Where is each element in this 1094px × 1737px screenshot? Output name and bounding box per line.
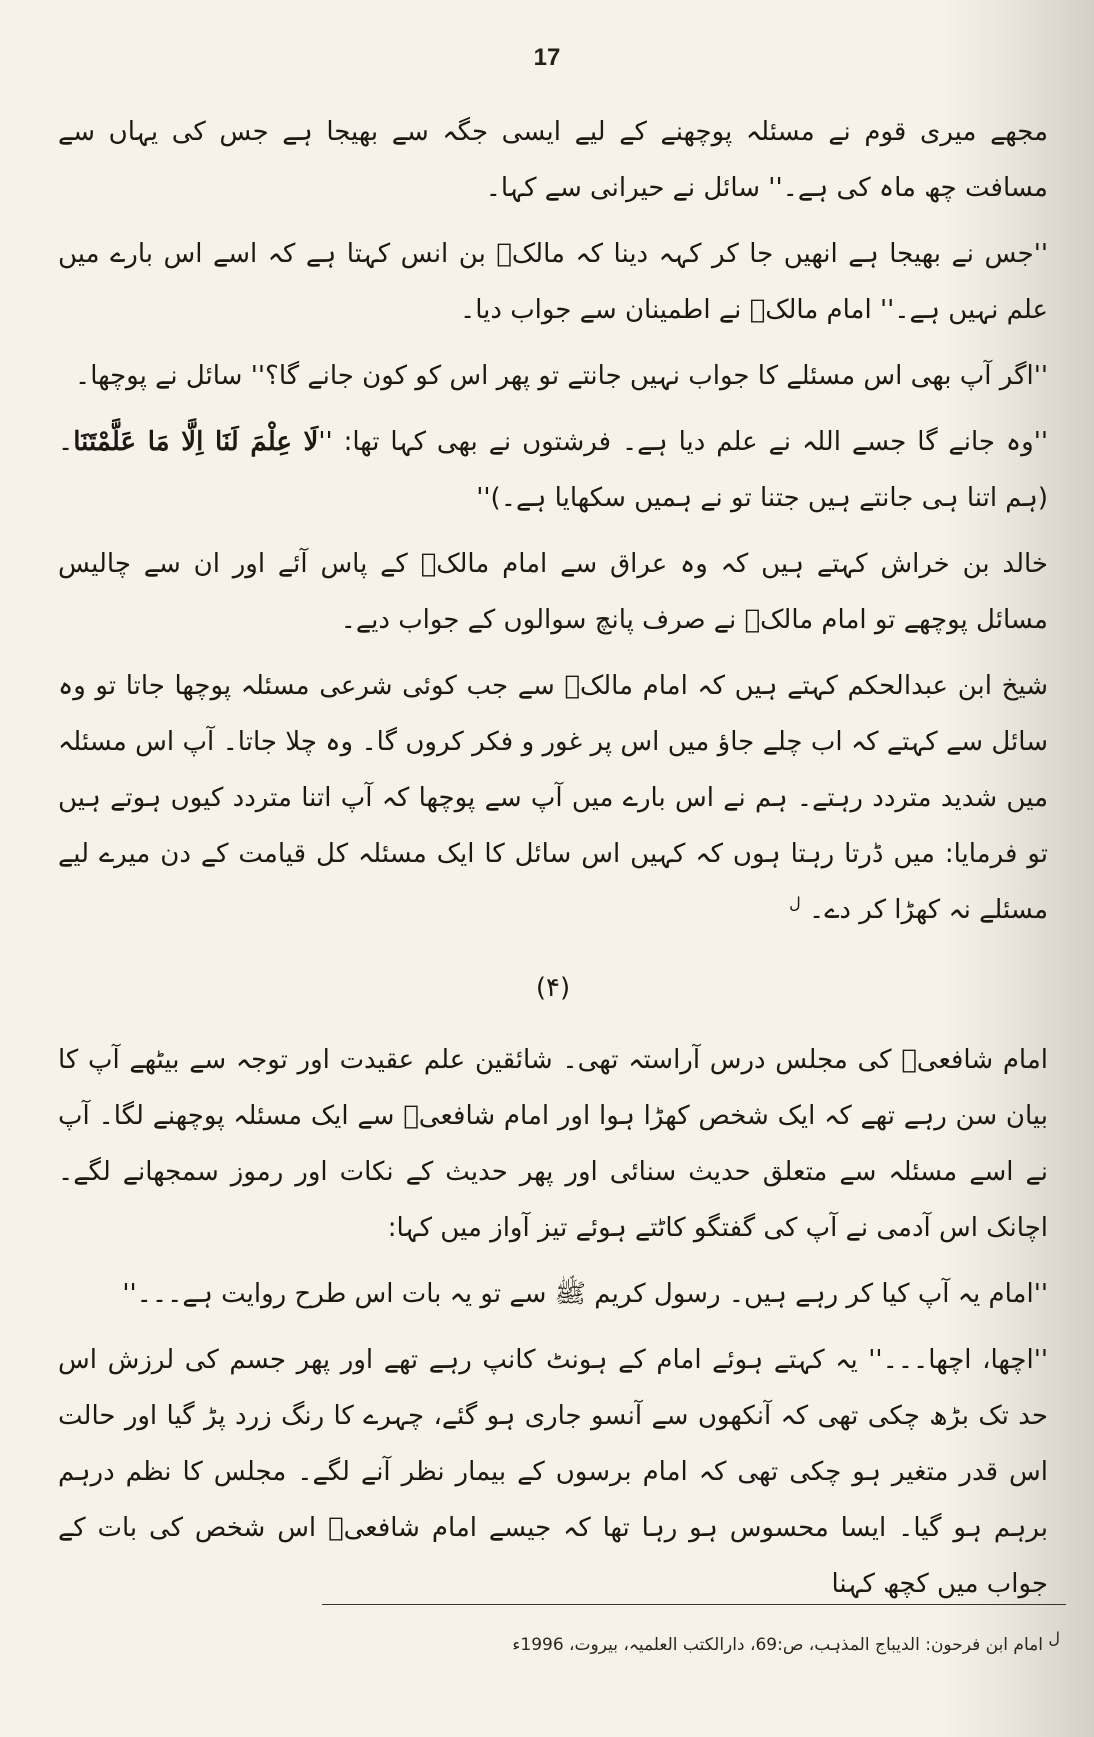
quranic-verse: لَا عِلْمَ لَنَا اِلَّا مَا عَلَّمْتَنَا: [73, 427, 319, 457]
paragraph-3: ''اگر آپ بھی اس مسئلے کا جواب نہیں جانتے تو پھر اس کو کون جانے گا؟'' سائل نے پوچھا۔: [74, 361, 1048, 391]
paragraph-6: [58, 658, 1048, 938]
paragraph-2: ''جس نے بھیجا ہے انھیں جا کر کہہ دینا کہ مالکؒ بن انس کہتا ہے کہ اسے اس بارے میں علم نہیں ہے۔'' امام مالکؒ نے اطمینان سے جواب دیا۔: [58, 239, 1048, 325]
footnote-text: امام ابن فرحون: الدیباج المذہب، ص:69، دارالکتب العلمیہ، بیروت، 1996ء: [512, 1635, 1043, 1655]
paragraph-4-after: ۔ (ہم اتنا ہی جانتے ہیں جتنا تو نے ہمیں سکھایا ہے۔)'': [58, 427, 1048, 513]
paragraph-7: امام شافعیؒ کی مجلس درس آراستہ تھی۔ شائقین علم عقیدت اور توجہ سے بیٹھے آپ کا بیان سن رہے تھے کہ ایک شخص کھڑا ہوا اور امام شافعیؒ سے ایک مسئلہ پوچھنے لگا۔ آپ نے اسے مسئلہ سے متعلق حدیث سنائی اور پھر حدیث کے نکات اور رموز سمجھانے لگے۔ اچانک اس آدمی نے آپ کی گفتگو کاٹتے ہوئے تیز آواز میں کہا:: [58, 1045, 1048, 1243]
page-number: 17: [533, 44, 561, 71]
paragraph-4: [58, 414, 1048, 526]
paragraph-1: مجھے میری قوم نے مسئلہ پوچھنے کے لیے ایسی جگہ سے بھیجا ہے جس کی یہاں سے مسافت چھ ماہ کی ہے۔'' سائل نے حیرانی سے کہا۔: [58, 117, 1048, 203]
section-number: (۴): [535, 973, 571, 1003]
footnote-divider: [322, 1604, 1066, 1605]
paragraph-4-before: ''وہ جانے گا جسے اللہ نے علم دیا ہے۔ فرشتوں نے بھی کہا تھا: '': [318, 427, 1048, 457]
paragraph-5: خالد بن خراش کہتے ہیں کہ وہ عراق سے امام مالکؒ کے پاس آئے اور ان سے چالیس مسائل پوچھے تو امام مالکؒ نے صرف پانچ سوالوں کے جواب دیے۔: [58, 549, 1048, 635]
paragraph-6-text: شیخ ابن عبدالحکم کہتے ہیں کہ امام مالکؒ سے جب کوئی شرعی مسئلہ پوچھا جاتا تو وہ سائل سے کہتے کہ اب چلے جاؤ میں اس پر غور و فکر کروں گا۔ وہ چلا جاتا۔ آپ اس مسئلہ میں شدید متردد رہتے۔ ہم نے اس بارے میں آپ سے پوچھا کہ آپ اتنا متردد کیوں ہوتے ہیں تو فرمایا: میں ڈرتا رہتا ہوں کہ کہیں اس سائل کا ایک مسئلہ کل قیامت کے دن میرے لیے مسئلے نہ کھڑا کر دے۔: [58, 671, 1048, 925]
footnote-marker: ل: [1048, 1628, 1060, 1648]
paragraph-9: ''اچھا، اچھا۔۔۔'' یہ کہتے ہوئے امام کے ہونٹ کانپ رہے تھے اور پھر جسم کی لرزش اس حد تک بڑھ چکی تھی کہ آنکھوں سے آنسو جاری ہو گئے، چہرے کا رنگ زرد پڑ گیا اور حالت اس قدر متغیر ہو چکی تھی کہ امام برسوں کے بیمار نظر آنے لگے۔ مجلس کا نظم درہم برہم ہو گیا۔ ایسا محسوس ہو رہا تھا کہ جیسے امام شافعیؒ اس شخص کی بات کے جواب میں کچھ کہنا: [58, 1345, 1048, 1599]
footnote: [480, 1630, 1060, 1660]
footnote-reference: ل: [789, 893, 801, 913]
main-text: [58, 104, 1048, 1622]
paragraph-8: ''امام یہ آپ کیا کر رہے ہیں۔ رسول کریم ﷺ سے تو یہ بات اس طرح روایت ہے۔۔۔'': [122, 1279, 1048, 1309]
